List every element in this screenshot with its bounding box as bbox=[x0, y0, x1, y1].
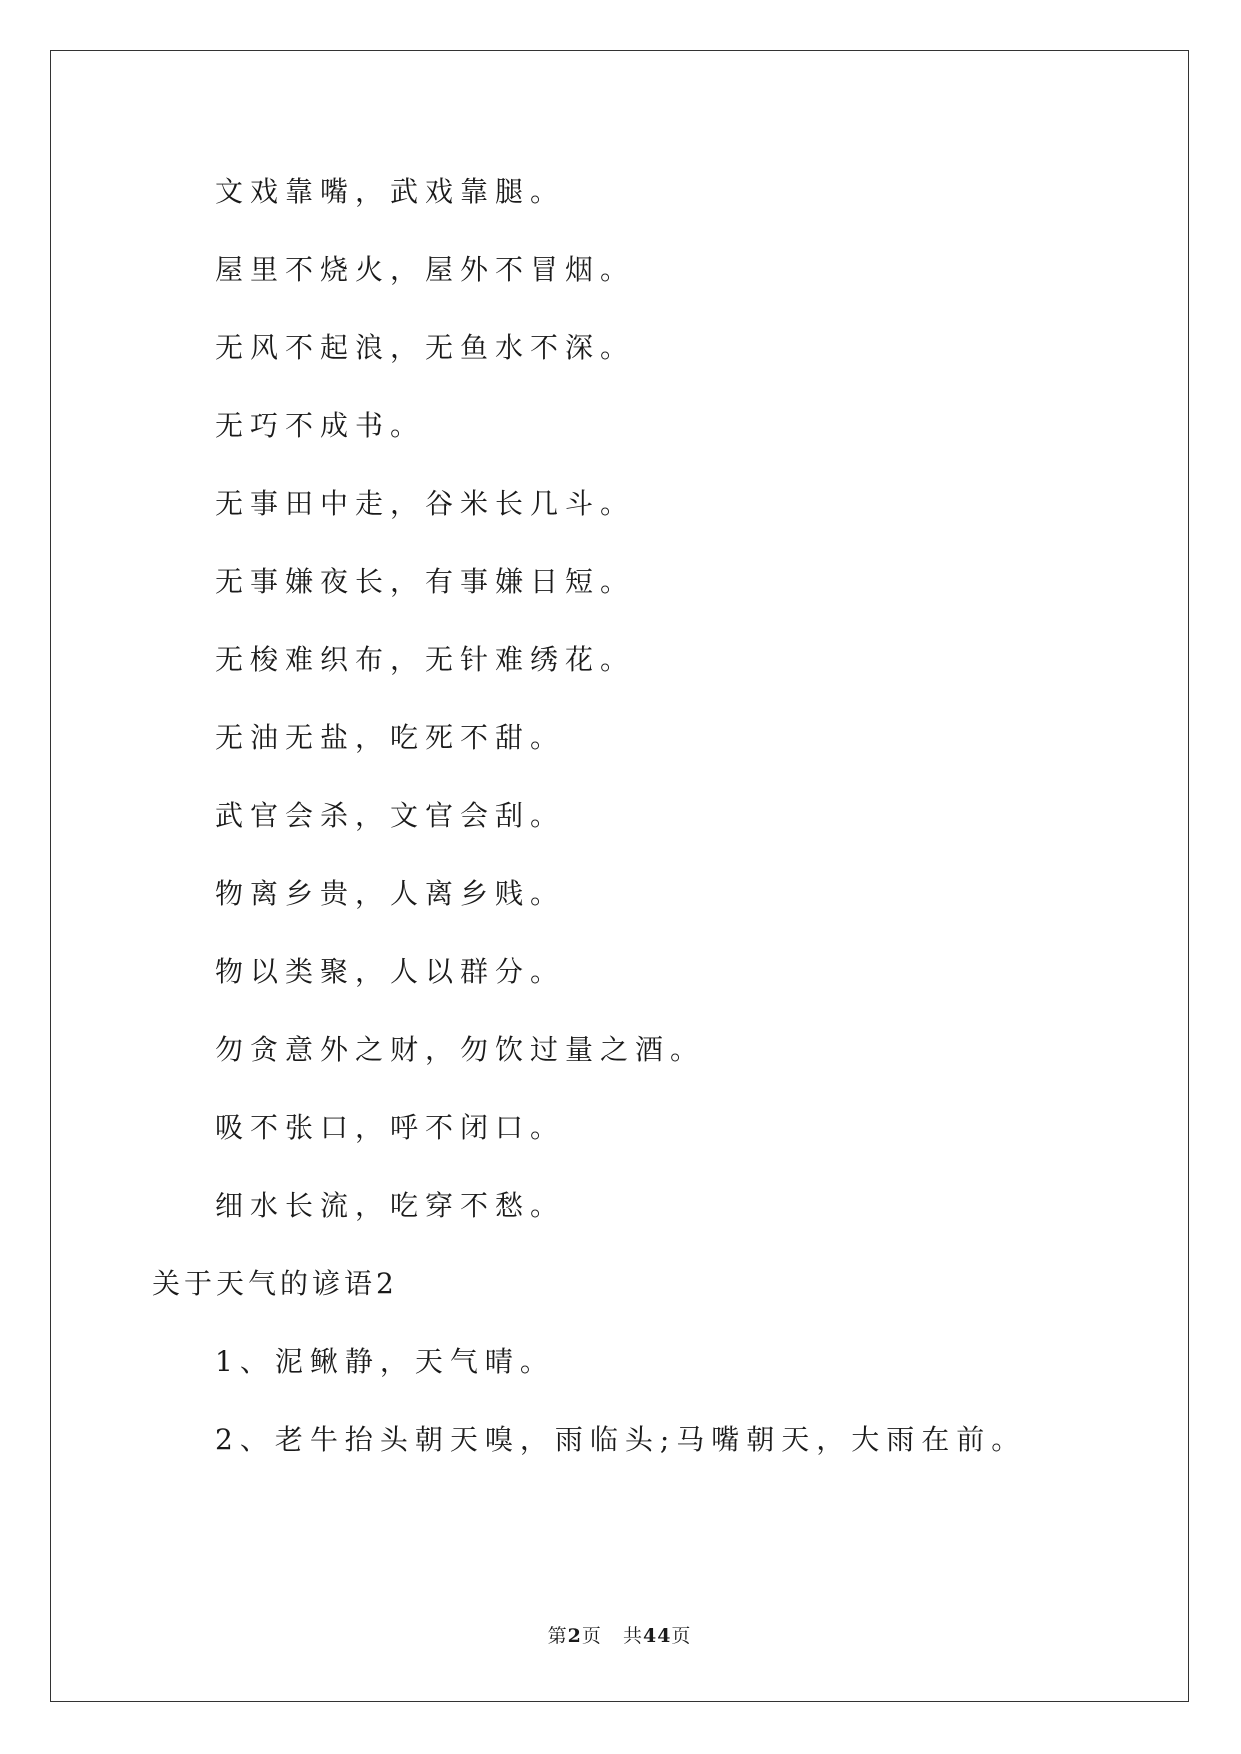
proverb-line: 武官会杀，文官会刮。 bbox=[215, 799, 566, 832]
footer-prefix: 第 bbox=[547, 1625, 568, 1647]
footer-total-unit: 页 bbox=[671, 1625, 692, 1647]
proverb-line: 文戏靠嘴，武戏靠腿。 bbox=[215, 175, 566, 208]
page-number: 2 bbox=[567, 1625, 582, 1647]
page-footer bbox=[51, 1621, 1188, 1648]
weather-item: 1、泥鳅静，天气晴。 bbox=[215, 1345, 555, 1378]
proverb-line: 无巧不成书。 bbox=[215, 409, 426, 442]
weather-item: 2、老牛抬头朝天嗅，雨临头;马嘴朝天，大雨在前。 bbox=[215, 1423, 1027, 1456]
proverb-line: 屋里不烧火，屋外不冒烟。 bbox=[215, 253, 636, 286]
proverb-line: 无油无盐，吃死不甜。 bbox=[215, 721, 566, 754]
proverb-line: 勿贪意外之财，勿饮过量之酒。 bbox=[215, 1033, 706, 1066]
proverb-line: 吸不张口，呼不闭口。 bbox=[215, 1111, 566, 1144]
total-pages: 44 bbox=[642, 1625, 672, 1647]
proverb-line: 无事田中走，谷米长几斗。 bbox=[215, 487, 636, 520]
page-border bbox=[50, 50, 1189, 1702]
proverb-line: 物以类聚，人以群分。 bbox=[215, 955, 566, 988]
proverb-line: 无风不起浪，无鱼水不深。 bbox=[215, 331, 636, 364]
footer-total-prefix: 共 bbox=[622, 1625, 643, 1647]
proverb-line: 无事嫌夜长，有事嫌日短。 bbox=[215, 565, 636, 598]
proverb-line: 物离乡贵，人离乡贱。 bbox=[215, 877, 566, 910]
proverb-line: 细水长流，吃穿不愁。 bbox=[215, 1189, 566, 1222]
proverb-line: 无梭难织布，无针难绣花。 bbox=[215, 643, 636, 676]
section-heading: 关于天气的谚语2 bbox=[152, 1267, 398, 1300]
footer-page-unit: 页 bbox=[581, 1625, 602, 1647]
